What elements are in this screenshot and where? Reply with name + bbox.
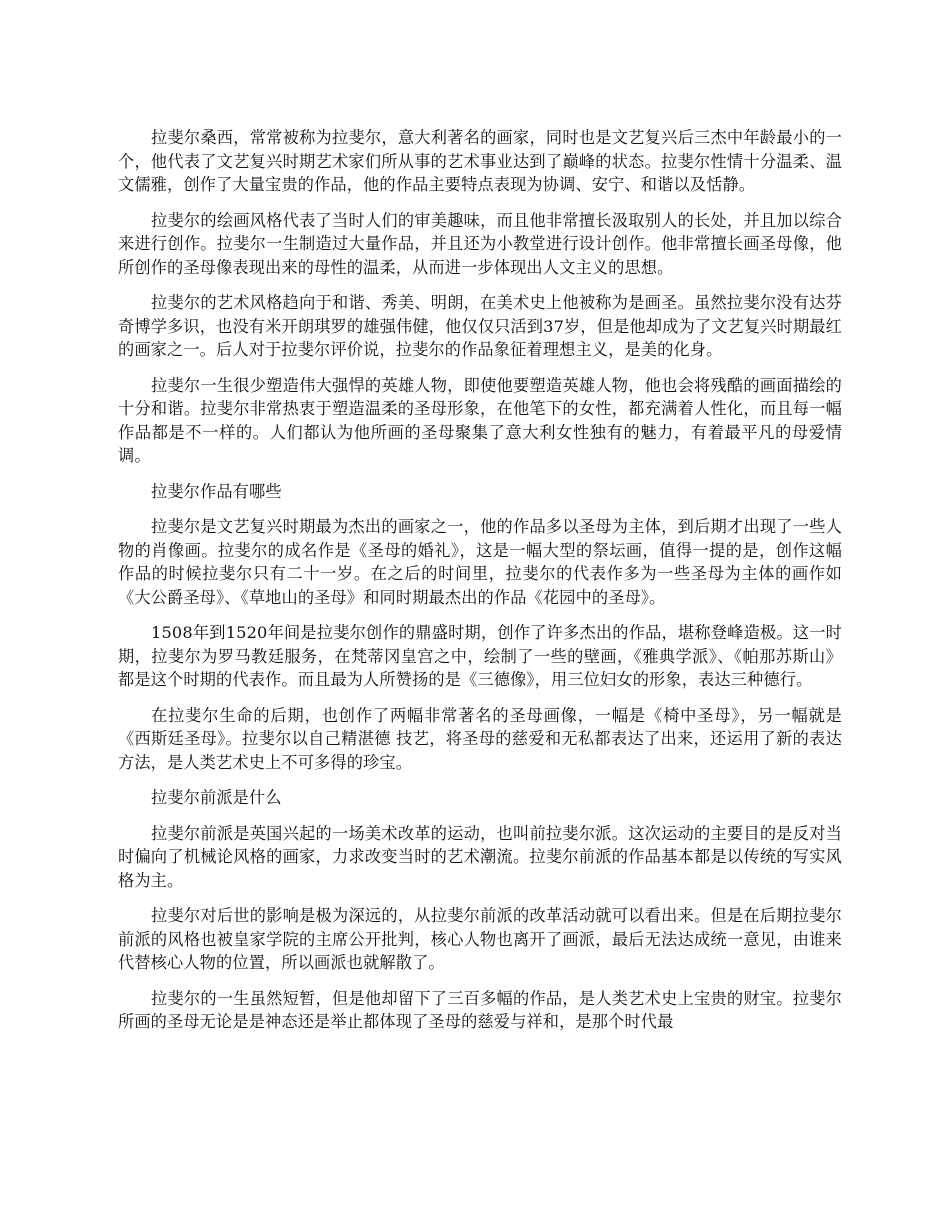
paragraph-peak-period: 1508年到1520年间是拉斐尔创作的鼎盛时期，创作了许多杰出的作品，堪称登峰造极。这一时期，拉斐尔为罗马教廷服务，在梵蒂冈皇宫之中，绘制了一些的壁画，《雅典学派》、《帕那苏斯山》都是这个时期的代表作。而且最为人所赞扬的是《三德像》，用三位妇女的形象，表达三种德行。 — [118, 623, 842, 689]
paragraph-madonna: 拉斐尔一生很少塑造伟大强悍的英雄人物，即使他要塑造英雄人物，他也会将残酷的画面描绘的十分和谐。拉斐尔非常热衷于塑造温柔的圣母形象，在他笔下的女性，都充满着人性化，而且每一幅作品都是不一样的。人们都认为他所画的圣母聚集了意大利女性独有的魅力，有着最平凡的母爱情调。 — [118, 375, 842, 465]
section-heading-pre-raphaelite: 拉斐尔前派是什么 — [151, 788, 282, 807]
section-heading-works: 拉斐尔作品有哪些 — [151, 481, 282, 501]
paragraph-style: 拉斐尔的绘画风格代表了当时人们的审美趣味，而且他非常擅长汲取别人的长处，并且加以综合来进行创作。拉斐尔一生制造过大量作品，并且还为小教堂进行设计创作。他非常擅长画圣母像，他所创作的圣母像表现出来的母性的温柔，从而进一步体现出人文主义的思想。 — [118, 210, 842, 277]
paragraph-works: 拉斐尔是文艺复兴时期最为杰出的画家之一，他的作品多以圣母为主体，到后期才出现了一些人物的肖像画。拉斐尔的成名作是《圣母的婚礼》，这是一幅大型的祭坛画，值得一提的是，创作这幅作品的时候拉斐尔只有二十一岁。在之后的时间里，拉斐尔的代表作多为一些圣母为主体的画作如《大公爵圣母》、《草地山的圣母》和同时期最杰出的作品《花园中的圣母》。 — [118, 517, 842, 607]
paragraph-late-period: 在拉斐尔生命的后期，也创作了两幅非常著名的圣母画像，一幅是《椅中圣母》，另一幅就是《西斯廷圣母》。拉斐尔以自己精湛德 技艺，将圣母的慈爱和无私都表达了出来，还运用了新的表达方法，是人类艺术史上不可多得的珍宝。 — [118, 705, 842, 772]
document-body — [118, 126, 842, 1046]
paragraph-pre-raphaelite: 拉斐尔前派是英国兴起的一场美术改革的运动，也叫前拉斐尔派。这次运动的主要目的是反对当时偏向了机械论风格的画家，力求改变当时的艺术潮流。拉斐尔前派的作品基本都是以传统的写实风格为主。 — [118, 823, 842, 890]
paragraph-intro: 拉斐尔桑西，常常被称为拉斐尔，意大利著名的画家，同时也是文艺复兴后三杰中年龄最小的一个，他代表了文艺复兴时期艺术家们所从事的艺术事业达到了巅峰的状态。拉斐尔性情十分温柔、温文儒雅，创作了大量宝贵的作品，他的作品主要特点表现为协调、安宁、和谐以及恬静。 — [118, 128, 842, 194]
paragraph-influence: 拉斐尔对后世的影响是极为深远的，从拉斐尔前派的改革活动就可以看出来。但是在后期拉斐尔前派的风格也被皇家学院的主席公开批判，核心人物也离开了画派，最后无法达成统一意见，由谁来代替核心人物的位置，所以画派也就解散了。 — [118, 906, 842, 972]
paragraph-legacy: 拉斐尔的一生虽然短暂，但是他却留下了三百多幅的作品，是人类艺术史上宝贵的财宝。拉斐尔所画的圣母无论是是神态还是举止都体现了圣母的慈爱与祥和，是那个时代最 — [118, 988, 842, 1031]
paragraph-art-style: 拉斐尔的艺术风格趋向于和谐、秀美、明朗，在美术史上他被称为是画圣。虽然拉斐尔没有达芬奇博学多识，也没有米开朗琪罗的雄强伟健，他仅仅只活到37岁，但是他却成为了文艺复兴时期最红的画家之一。后人对于拉斐尔评价说，拉斐尔的作品象征着理想主义，是美的化身。 — [118, 293, 842, 359]
